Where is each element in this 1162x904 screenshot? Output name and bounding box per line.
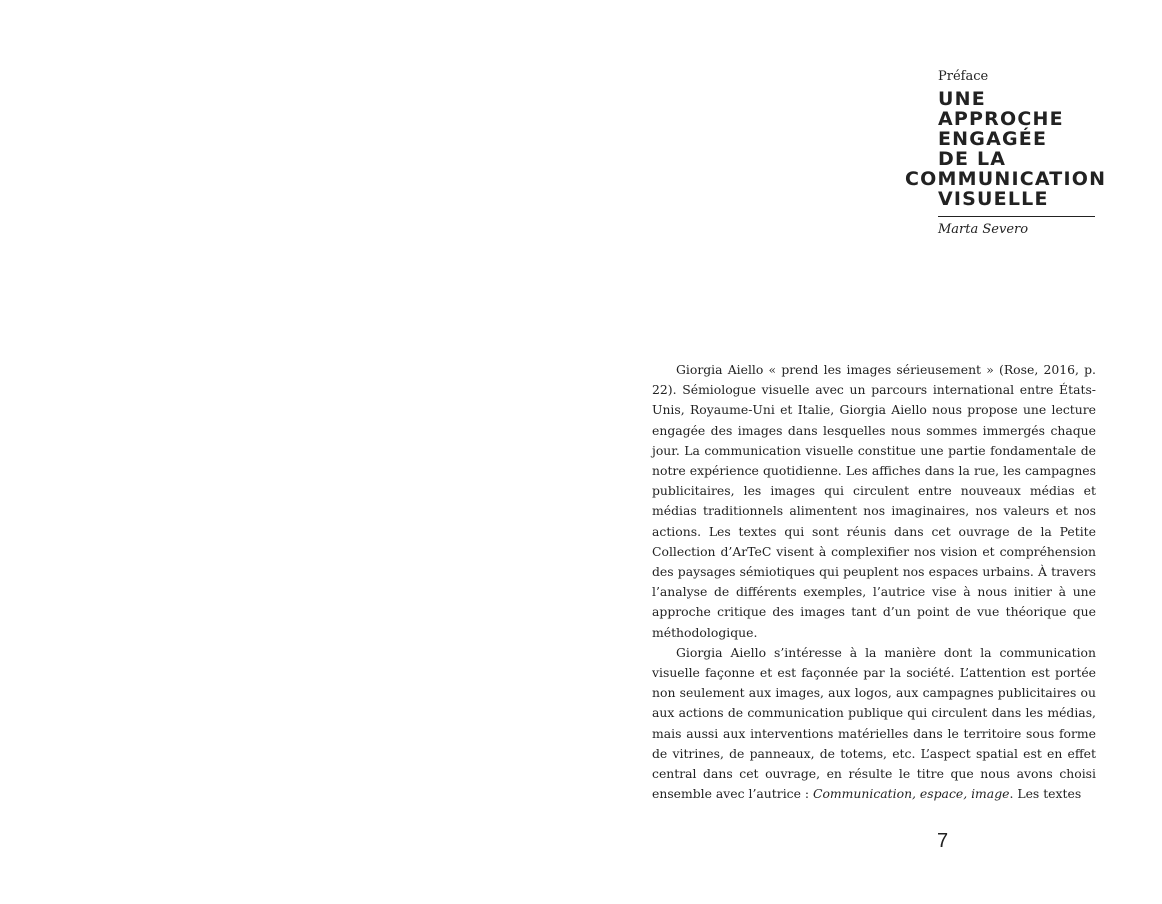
page-number: 7 [937, 830, 949, 852]
chapter-title-line: UNE [938, 88, 986, 110]
chapter-title [905, 88, 1107, 210]
chapter-title-line: APPROCHE [938, 108, 1064, 130]
chapter-title-line: COMMUNICATION [905, 168, 1107, 190]
book-title-italic: Communication, espace, image [812, 786, 1010, 802]
title-divider [938, 216, 1095, 217]
section-kicker: Préface [938, 69, 989, 84]
paragraph: Giorgia Aiello « prend les images sérieusement » (Rose, 2016, p. 22). Sémiologue visuelle avec un parcours international entre États-Unis, Royaume-Uni et Italie, Giorgia Aiello nous propose une lecture engagée des images dans lesquelles nous sommes immergés chaque jour. La communication visuelle constitue une partie fondamentale de notre expérience quotidienne. Les affiches dans la rue, les campagnes publicitaires, les images qui circulent entre nouveaux médias et médias traditionnels alimentent nos imaginaires, nos valeurs et nos actions. Les textes qui sont réunis dans cet ouvrage de la Petite Collection d’ArTeC visent à complexifier nos vision et compréhension des paysages sémiotiques qui peuplent nos espaces urbains. À travers l’analyse de différents exemples, l’autrice vise à nous initier à une approche critique des images tant d’un point de vue théorique que méthodologique. [652, 362, 1096, 640]
paragraph-text: . Les textes [1009, 786, 1082, 802]
author-name: Marta Severo [938, 222, 1029, 237]
chapter-title-line: DE LA [938, 148, 1007, 170]
chapter-title-line: VISUELLE [938, 188, 1049, 210]
chapter-title-line: ENGAGÉE [938, 128, 1048, 150]
paragraph-text: Giorgia Aiello s’intéresse à la manière dont la communication visuelle façonne et est façonnée par la société. L’attention est portée non seulement aux images, aux logos, aux campagnes publicitaires ou aux actions de communication publique qui circulent dans les médias, mais aussi aux interventions matérielles dans le territoire sous forme de vitrines, de panneaux, de totems, etc. L’aspect spatial est en effet central dans cet ouvrage, en résulte le titre que nous avons choisi ensemble avec l’autrice : [652, 644, 1096, 802]
body-text [652, 360, 1096, 804]
paragraph [652, 643, 1096, 805]
